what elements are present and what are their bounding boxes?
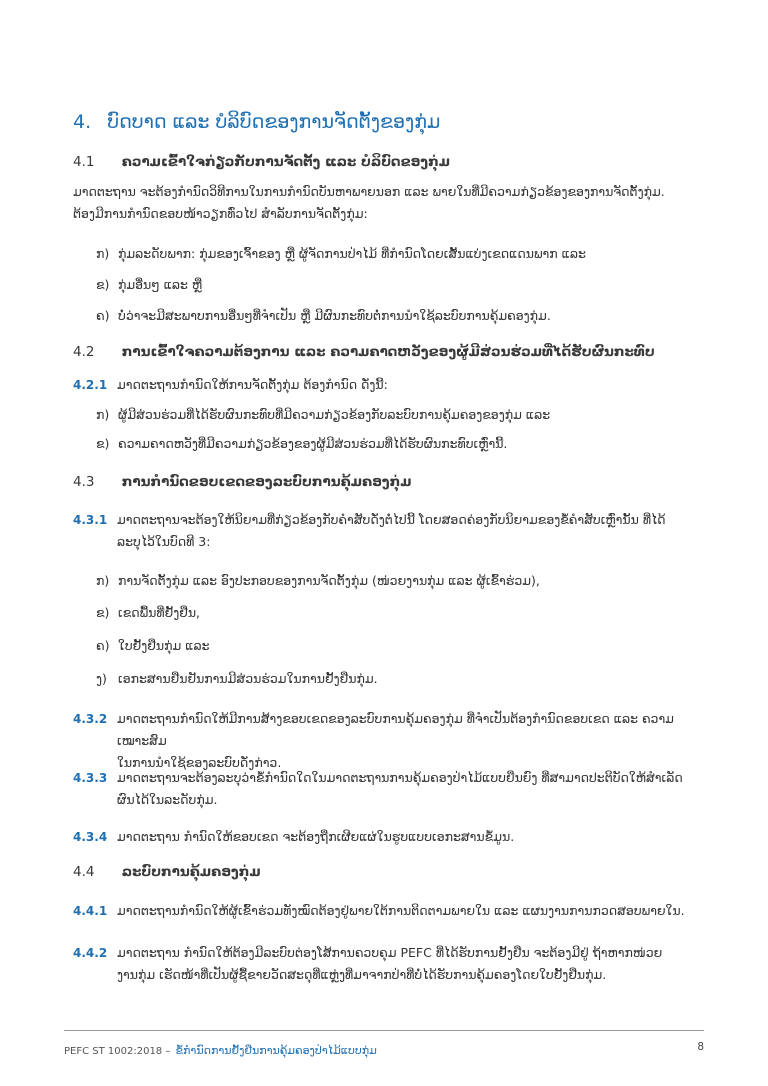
clause-text-line: ງານກຸ່ມ ເຮັດໜ້າທີ່ເປັນຜູ້ຊື້ຂາຍວັດສະດຸທີ່ແຫຼ່ງທີ່ມາຈາກປ່າທີ່ບໍ່ໄດ້ຮັບການຄຸ້ມຄອງໂດຍໃບຢັ້ງຢືນກຸ່ມ. bbox=[117, 967, 607, 982]
clause-text-line: ມາດຕະຖານກຳນົດໃຫ້ມີການສ້າງຂອບເຂດຂອງລະບົບການຄຸ້ມຄອງກຸ່ມ ທີ່ຈຳເປັນຕ້ອງກຳນົດຂອບເຂດ ແລະ ຄວາມເໝາະສົມ bbox=[117, 711, 674, 748]
subsection-heading-4-4 bbox=[73, 862, 713, 882]
list-text: ຄວາມຄາດຫວັງທີ່ມີຄວາມກ່ຽວຂ້ອງຂອງຜູ້ມີສ່ວນຮ່ວມທີ່ໄດ້ຮັບຜົນກະທົບເຫຼົ່ານີ້. bbox=[118, 436, 508, 451]
list-text: ກຸ່ມອື່ນໆ ແລະ ຫຼື bbox=[118, 277, 203, 292]
list-marker: ກ) bbox=[96, 246, 110, 261]
list-text: ບໍ່ວ່າຈະມີສະພາບການອື່ນໆທີ່ຈຳເປັນ ຫຼື ມີຜົນກະທົບຕໍ່ການນຳໃຊ້ລະບົບການຄຸ້ມຄອງກຸ່ມ. bbox=[118, 308, 551, 323]
list-item bbox=[96, 603, 706, 623]
list-item bbox=[96, 434, 706, 454]
clause-text-line: ມາດຕະຖານຈະຕ້ອງລະບຸວ່າຂໍ້ກຳນົດໃດໃນມາດຕະຖານການຄຸ້ມຄອງປ່າໄມ້ແບບຍືນຍົງ ທີ່ສາມາດປະຕິບັດໃຫ້ສຳເລັດ bbox=[117, 770, 683, 785]
clause-text-line: ມາດຕະຖານ ກຳນົດໃຫ້ຂອບເຂດ ຈະຕ້ອງຖືກເຜີຍແຜ່ໃນຮູບແບບເອກະສານຂໍ້ມູນ. bbox=[117, 829, 515, 844]
clause-number: 4.3.4 bbox=[73, 830, 108, 844]
clause-number: 4.3.2 bbox=[73, 712, 108, 726]
subsection-title: ການເຂົ້າໃຈຄວາມຕ້ອງການ ແລະ ຄວາມຄາດຫວັງຂອງຜູ້ມີສ່ວນຮ່ວມທີ່ໄດ້ຮັບຜົນກະທົບ bbox=[121, 344, 655, 360]
list-item bbox=[96, 636, 706, 656]
list-text: ເຂດພື້ນທີ່ຢັ້ງຢືນ, bbox=[118, 605, 201, 620]
subsection-number: 4.1 bbox=[73, 154, 95, 170]
list-marker: ງ) bbox=[96, 671, 107, 686]
page-number: 8 bbox=[697, 1041, 704, 1053]
subsection-title: ຄວາມເຂົ້າໃຈກ່ຽວກັບການຈັດຕັ້ງ ແລະ ບໍລິບົດຂອງກຸ່ມ bbox=[121, 154, 451, 170]
clause-number: 4.2.1 bbox=[73, 378, 108, 392]
section-heading bbox=[73, 108, 713, 136]
list-item bbox=[96, 669, 706, 689]
clause-4-3-4 bbox=[73, 826, 713, 848]
footer bbox=[64, 1044, 377, 1057]
clause-number: 4.4.2 bbox=[73, 946, 108, 960]
list-text: ຜູ້ມີສ່ວນຮ່ວມທີ່ໄດ້ຮັບຜົນກະທົບທີ່ມີຄວາມກ່ຽວຂ້ອງກັບລະບົບການຄຸ້ມຄອງຂອງກຸ່ມ ແລະ bbox=[118, 407, 551, 422]
clause-4-4-1 bbox=[73, 900, 713, 922]
list-marker: ຄ) bbox=[96, 638, 110, 653]
subsection-number: 4.4 bbox=[73, 864, 95, 880]
subsection-heading-4-2 bbox=[73, 342, 713, 362]
list-marker: ຂ) bbox=[96, 605, 110, 620]
list-marker: ກ) bbox=[96, 407, 110, 422]
subsection-heading-4-1 bbox=[73, 152, 713, 172]
clause-text-line: ຜົນໄດ້ໃນລະດັບກຸ່ມ. bbox=[117, 792, 218, 807]
footer-standard-code: PEFC ST 1002:2018 – bbox=[64, 1046, 171, 1057]
clause-text-line: ມາດຕະຖານກຳນົດໃຫ້ຜູ້ເຂົ້າຮ່ວມທັງໝົດຕ້ອງຢູ່ພາຍໃຕ້ການຕິດຕາມພາຍໃນ ແລະ ແຜນງານການກວດສອບພາຍໃນ. bbox=[117, 903, 685, 918]
list-text: ການຈັດຕັ້ງກຸ່ມ ແລະ ອົງປະກອບຂອງການຈັດຕັ້ງກຸ່ມ (ໜ່ວຍງານກຸ່ມ ແລະ ຜູ້ເຂົ້າຮ່ວມ), bbox=[118, 573, 540, 588]
list-item bbox=[96, 275, 706, 295]
list-marker: ຄ) bbox=[96, 308, 110, 323]
clause-4-3-3 bbox=[73, 767, 713, 811]
subsection-number: 4.2 bbox=[73, 344, 95, 360]
list-marker: ຂ) bbox=[96, 277, 110, 292]
clause-number: 4.4.1 bbox=[73, 904, 108, 918]
list-item bbox=[96, 571, 706, 591]
paragraph: ຕ້ອງມີການກຳນົດຂອບໜ້າວຽກທົ່ວໄປ ສຳລັບການຈັດຕັ້ງກຸ່ມ: bbox=[73, 206, 368, 221]
clause-text: ມາດຕະຖານກຳນົດໃຫ້ການຈັດຕັ້ງກຸ່ມ ຕ້ອງກຳນົດ ດັ່ງນີ້: bbox=[117, 377, 388, 392]
clause-4-2-1 bbox=[73, 374, 713, 396]
clause-4-3-1 bbox=[73, 509, 713, 553]
clause-number: 4.3.3 bbox=[73, 771, 108, 785]
section-title: ບົດບາດ ແລະ ບໍລິບົດຂອງການຈັດຕັ້ງຂອງກຸ່ມ bbox=[107, 111, 441, 133]
clause-4-4-2 bbox=[73, 942, 713, 986]
list-text: ໃບຢັ້ງຢືນກຸ່ມ ແລະ bbox=[118, 638, 210, 653]
paragraph: ມາດຕະຖານ ຈະຕ້ອງກຳນົດວິທີການໃນການກຳນົດບັນຫາພາຍນອກ ແລະ ພາຍໃນທີ່ມີຄວາມກ່ຽວຂ້ອງຂອງການຈັດຕັ້ງກຸ່ມ. bbox=[73, 184, 665, 199]
subsection-heading-4-3 bbox=[73, 472, 713, 492]
clause-text-line: ມາດຕະຖານ ກຳນົດໃຫ້ຕ້ອງມີລະບົບຕ່ອງໂສ້ການຄວບຄຸມ PEFC ທີ່ໄດ້ຮັບການຢັ້ງຢືນ ຈະຕ້ອງມີຢູ່ ຖ້າຫາກໜ່ວຍ bbox=[117, 945, 663, 960]
subsection-title: ການກຳນົດຂອບເຂດຂອງລະບົບການຄຸ້ມຄອງກຸ່ມ bbox=[121, 474, 412, 490]
list-text: ກຸ່ມລະດັບພາກ: ກຸ່ມຂອງເຈົ້າຂອງ ຫຼື ຜູ້ຈັດການປ່າໄມ້ ທີ່ກຳນົດໂດຍເສັ້ນແບ່ງເຂດແດນພາກ ແລະ bbox=[118, 246, 586, 261]
list-marker: ກ) bbox=[96, 573, 110, 588]
clause-number: 4.3.1 bbox=[73, 513, 108, 527]
clause-text-line: ມາດຕະຖານຈະຕ້ອງໃຫ້ນິຍາມທີ່ກ່ຽວຂ້ອງກັບຄຳສັບດັ່ງຕໍ່ໄປນີ້ ໂດຍສອດຄ່ອງກັບນິຍາມຂອງຂໍ້ຄຳສັບເຫຼົ່ານັ້ນ ທີ່ໄດ້ bbox=[117, 512, 666, 527]
clause-text-line: ລະບຸໄວ້ໃນບົດທີ 3: bbox=[117, 534, 211, 549]
list-text: ເອກະສານຢືນຢັນການມີສ່ວນຮ່ວມໃນການຢັ້ງຢືນກຸ່ມ. bbox=[118, 671, 378, 686]
footer-document-title: ຂໍ້ກຳນົດການຢັ້ງຢືນການຄຸ້ມຄອງປ່າໄມ້ແບບກຸ່ມ bbox=[175, 1044, 377, 1057]
clause-text-line: ໃນການນຳໃຊ້ຂອງລະບົບດັ່ງກ່າວ. bbox=[117, 755, 282, 770]
subsection-number: 4.3 bbox=[73, 474, 95, 490]
footer-divider bbox=[64, 1030, 704, 1031]
subsection-title: ລະບົບການຄຸ້ມຄອງກຸ່ມ bbox=[121, 864, 261, 880]
section-number: 4. bbox=[73, 111, 92, 133]
list-item bbox=[96, 405, 706, 425]
list-marker: ຂ) bbox=[96, 436, 110, 451]
list-item bbox=[96, 244, 706, 264]
clause-4-3-2 bbox=[73, 708, 713, 774]
list-item bbox=[96, 306, 706, 326]
